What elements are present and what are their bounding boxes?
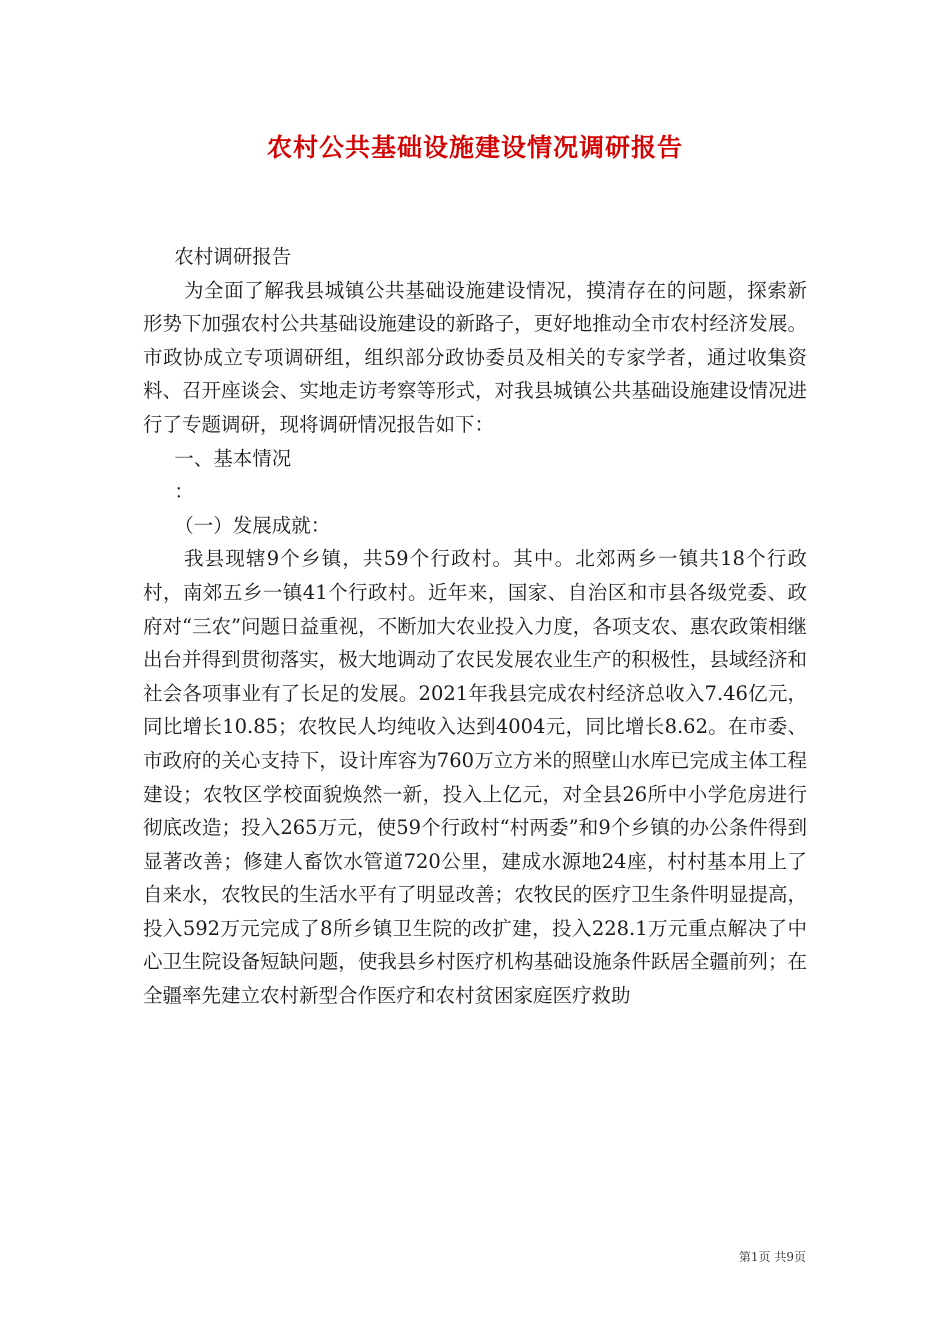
- stray-punctuation: ：: [174, 480, 194, 504]
- page-title: 农村公共基础设施建设情况调研报告: [266, 133, 683, 162]
- section-heading-basic: 一、基本情况: [174, 446, 292, 470]
- subsection-heading-achievements: （一）发展成就：: [174, 513, 331, 537]
- paragraph-intro: 为全面了解我县城镇公共基础设施建设情况，摸清存在的问题，探索新形势下加强农村公共基础设施建设的新路子，更好地推动全市农村经济发展。市政协成立专项调研组，组织部分政协委员及相关的专家学者，通过收集资料、召开座谈会、实地走访考察等形式，对我县城镇公共基础设施建设情况进行了专题调研，现将调研情况报告如下：: [143, 278, 807, 436]
- doc-subtitle: 农村调研报告: [174, 245, 292, 268]
- document-body: [143, 240, 807, 1013]
- paragraph-achievements: 我县现辖9个乡镇，共59个行政村。其中。北郊两乡一镇共18个行政村，南郊五乡一镇41个行政村。近年来，国家、自治区和市县各级党委、政府对“三农”问题日益重视，不断加大农业投入力度，各项支农、惠农政策相继出台并得到贯彻落实，极大地调动了农民发展农业生产的积极性，县域经济和社会各项事业有了长足的发展。2021年我县完成农村经济总收入7.46亿元，同比增长10.85；农牧民人均纯收入达到4004元，同比增长8.62。在市委、市政府的关心支持下，设计库容为760万立方米的照壁山水库已完成主体工程建设；农牧区学校面貌焕然一新，投入上亿元，对全县26所中小学危房进行彻底改造；投入265万元，使59个行政村“村两委”和9个乡镇的办公条件得到显著改善；修建人畜饮水管道720公里，建成水源地24座，村村基本用上了自来水，农牧民的生活水平有了明显改善；农牧民的医疗卫生条件明显提高，投入592万元完成了8所乡镇卫生院的改扩建，投入228.1万元重点解决了中心卫生院设备短缺问题，使我县乡村医疗机构基础设施条件跃居全疆前列；在全疆率先建立农村新型合作医疗和农村贫困家庭医疗救助: [143, 547, 807, 1008]
- page-number: 第1页 共9页: [738, 1250, 806, 1264]
